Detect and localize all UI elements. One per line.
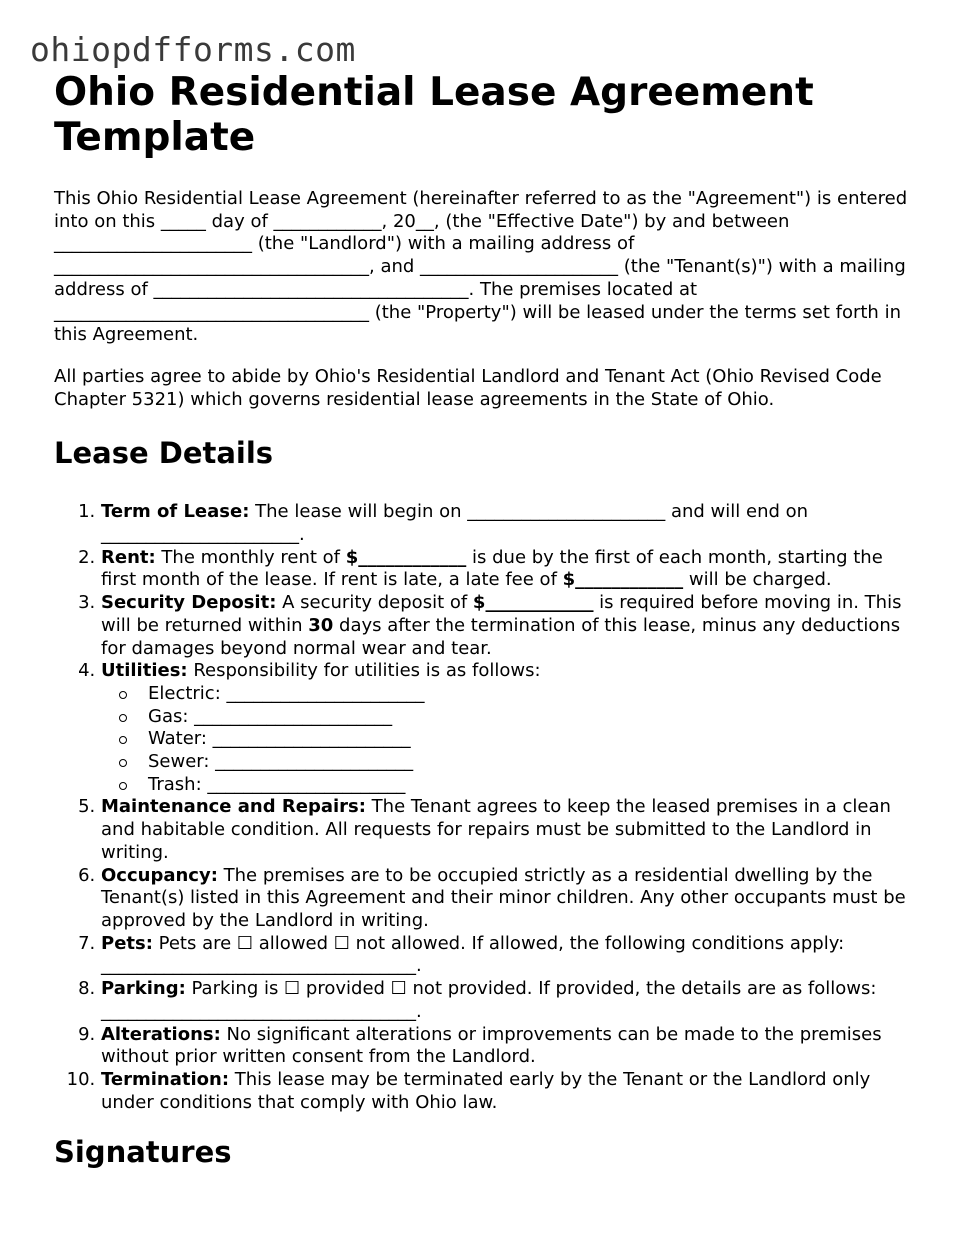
deposit-days: 30 [308,614,334,636]
utility-gas: Gas: ______________________ [148,706,920,729]
alterations-label: Alterations: [101,1023,221,1045]
parking-text: Parking is ☐ provided ☐ not provided. If provided, the details are as follows: ___________________________________. [101,978,877,1022]
lease-terms-list [54,501,920,1114]
termination-text: This lease may be terminated early by the Tenant or the Landlord only under conditions that comply with Ohio law. [101,1068,871,1113]
parking-item [101,978,920,1023]
rent-text: The monthly rent of [155,546,346,568]
termination-label: Termination: [101,1068,230,1090]
deposit-text-cont: is required before moving in. This will be returned within [101,592,902,636]
deposit-label: Security Deposit: [101,592,277,614]
term-text: The lease will begin on ______________________ and will end on ______________________. [101,501,809,546]
utility-sewer: Sewer: ______________________ [148,751,920,774]
utilities-label: Utilities: [101,660,188,682]
security-deposit-item [101,592,920,660]
parking-label: Parking: [101,978,186,1000]
signatures-heading: Signatures [54,1135,232,1170]
site-watermark: ohiopdfforms.com [30,30,356,69]
alterations-text: No significant alterations or improvements can be made to the premises without prior written consent from the Landlord. [101,1023,882,1068]
maintenance-label: Maintenance and Repairs: [101,796,366,818]
rent-text-end: will be charged. [683,569,832,591]
rent-text-cont: is due by the first of each month, starting the first month of the lease. If rent is late, a late fee of [101,546,883,591]
maintenance-text: The Tenant agrees to keep the leased premises in a clean and habitable condition. All requests for repairs must be submitted to the Landlord in writing. [101,796,891,863]
rent-amount-blank: $____________ [345,546,467,568]
compliance-paragraph: All parties agree to abide by Ohio's Residential Landlord and Tenant Act (Ohio Revised Code Chapter 5321) which governs residential lease agreements in the State of Ohio. [54,365,882,410]
intro-paragraph: This Ohio Residential Lease Agreement (hereinafter referred to as the "Agreement") is entered into on this _____ day of ____________, 20__, (the "Effective Date") by and between ______________________ (the "Landlord") with a mailing address of ___________________________________, and ______________________ (the "Tenant(s)") with a mailing address of ___________________________________. The premises located at ___________________________________ (the "Property") will be leased under the terms set forth in this Agreement. [54,188,908,346]
pets-label: Pets: [101,932,153,954]
term-label: Term of Lease: [101,501,250,523]
utilities-text: Responsibility for utilities is as follows: [187,660,541,682]
deposit-text-end: days after the termination of this lease, minus any deductions for damages beyond normal wear and tear. [101,614,901,659]
deposit-amount-blank: $____________ [472,592,594,614]
termination-item [101,1069,920,1114]
rent-item [101,547,920,592]
utilities-item [101,660,920,796]
term-of-lease-item [101,501,920,546]
utility-water: Water: ______________________ [148,728,920,751]
page-title: Ohio Residential Lease Agreement Template [54,70,814,160]
utility-electric: Electric: ______________________ [148,683,920,706]
pets-item [101,933,920,978]
occupancy-label: Occupancy: [101,864,218,886]
pets-text: Pets are ☐ allowed ☐ not allowed. If allowed, the following conditions apply: ___________________________________. [101,932,845,977]
alterations-item [101,1024,920,1069]
rent-label: Rent: [101,546,156,568]
utilities-list [101,683,920,797]
utility-trash: Trash: ______________________ [148,774,920,797]
maintenance-item [101,796,920,864]
occupancy-item [101,865,920,933]
late-fee-blank: $____________ [562,569,684,591]
document-body [54,70,920,1170]
lease-details-heading: Lease Details [54,436,274,471]
deposit-text: A security deposit of [276,592,473,614]
occupancy-text: The premises are to be occupied strictly as a residential dwelling by the Tenant(s) listed in this Agreement and their minor children. Any other occupants must be approved by the Landlord in writing. [101,864,906,931]
